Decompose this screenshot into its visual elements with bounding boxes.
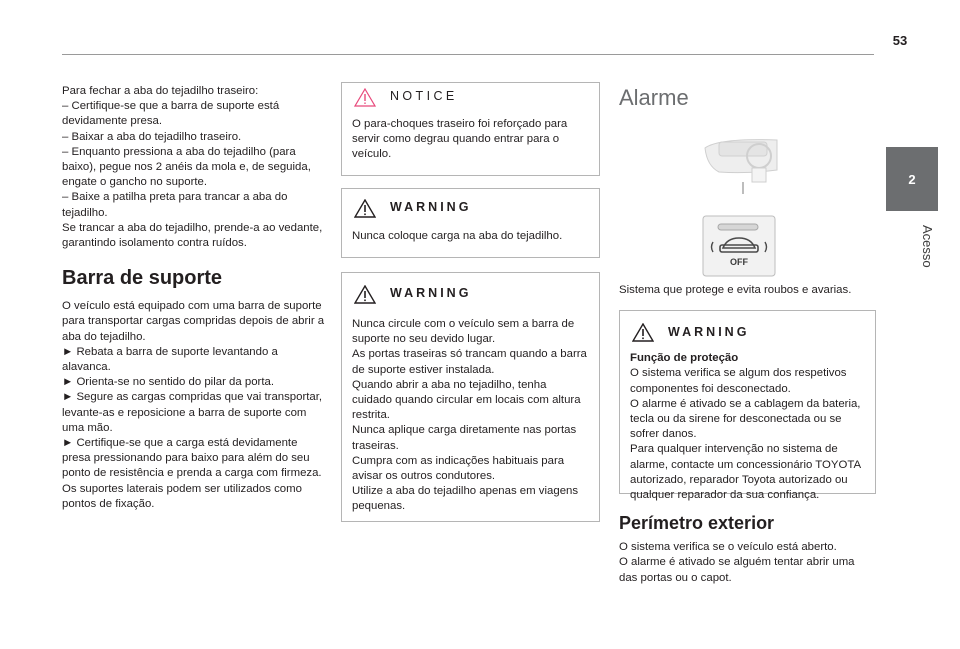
warning-title-alarm: WARNING — [668, 324, 750, 339]
warning-title-1: WARNING — [390, 200, 472, 215]
warning-box-alarm — [619, 310, 876, 502]
support-bar-heading: Barra de suporte — [62, 267, 223, 290]
perimeter-heading: Perímetro exterior — [619, 513, 775, 534]
header-divider — [62, 54, 874, 55]
warning-icon — [354, 199, 376, 218]
perimeter-text: O sistema verifica se o veículo está aberto. O alarme é ativado se alguém tentar abrir uma das portas ou o capot. — [619, 541, 855, 584]
warning-header-alarm — [620, 311, 875, 349]
support-bar-text: O veículo está equipado com uma barra de suporte para transportar cargas compridas depois de abrir a aba do tejadilho. ► Rebata a barra de suporte levantando a alavanca. ► Orienta-se no sentido do pilar da porta. ► Segure as cargas compridas que vai transportar, levante-as e reposicione a barra de suporte com uma mão. ► Certifique-se que a carga está devidamente presa pressionando para baixo para além do seu ponto de resistência e prenda a carga com firmeza. Os suportes laterais podem ser utilizados como pontos de fixação. — [62, 300, 325, 510]
caution-icon — [354, 88, 376, 107]
warning-icon — [632, 323, 654, 342]
alarm-heading: Alarme — [619, 85, 689, 110]
warning-header-2 — [342, 273, 599, 311]
warning-body-alarm — [620, 349, 875, 512]
protection-function-title: Função de proteção — [630, 352, 739, 365]
warning-text-1: Nunca coloque carga na aba do tejadilho. — [352, 230, 563, 242]
warning-text-2: Nunca circule com o veículo sem a barra de suporte no seu devido lugar. As portas traseiras só trancam quando a barra de suporte estiver instalada. Quando abrir a aba no tejadilho, tenha cuidado quando circular em locais com altura restrita. Nunca aplique carga diretamente nas portas traseiras. Cumpra com as indicações habituais para avisar os outros condutores. Utilize a aba do tejadilho apenas em viagens pequenas. — [352, 318, 587, 513]
alarm-caption: Sistema que protege e evita roubos e avarias. — [619, 284, 852, 296]
warning-title-2: WARNING — [390, 286, 472, 301]
notice-text: O para-choques traseiro foi reforçado para servir como degrau quando entrar para o veículo. — [352, 118, 568, 161]
column-right — [619, 82, 876, 586]
warning-header-1 — [342, 189, 599, 223]
chapter-tab-label: Acesso — [920, 224, 935, 268]
warning-icon — [354, 285, 376, 304]
warning-box-1 — [341, 188, 600, 258]
notice-header — [342, 83, 599, 111]
page-number: 53 — [892, 33, 908, 48]
chapter-tab[interactable]: 2 — [886, 147, 938, 211]
notice-title: NOTICE — [390, 89, 458, 104]
warning-box-2 — [341, 272, 600, 522]
off-label: OFF — [730, 257, 748, 267]
protection-function-text: O sistema verifica se algum dos respetivos componentes foi desconectado. O alarme é ativado se a cablagem da bateria, tecla ou da sirene for desconectada ou se sofrer danos. Para qualquer intervenção no sistema de alarme, contacte um concessionário TOYOTA autorizado, reparador Toyota autorizado ou qualquer reparador da sua confiança. — [630, 367, 861, 502]
notice-box — [341, 82, 600, 176]
alarm-illustration — [619, 120, 876, 280]
column-middle — [341, 82, 600, 534]
alarm-button-illustration — [619, 120, 876, 280]
column-left — [62, 84, 326, 512]
closing-instructions: Para fechar a aba do tejadilho traseiro: – Certifique-se que a barra de suporte está devidamente presa. – Baixar a aba do tejadilho traseiro. – Enquanto pressiona a aba do tejadilho (para baixo), pegue nos 2 anéis da mola e, de seguida, engate o gancho no suporte. – Baixe a patilha preta para trancar a aba do tejadilho. Se trancar a aba do tejadilho, prende-a ao vedante, garantindo isolamento contra ruídos. — [62, 85, 323, 250]
